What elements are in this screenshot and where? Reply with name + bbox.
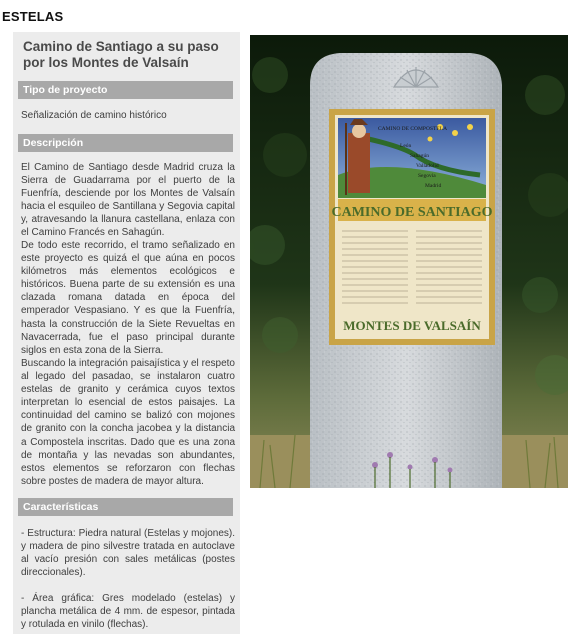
sign-small-text-6: Madrid bbox=[425, 183, 442, 189]
sign-small-text-4: Valladolid bbox=[416, 163, 439, 169]
sign-small-text-2: León bbox=[400, 143, 412, 149]
sign-title: CAMINO DE SANTIAGO bbox=[331, 205, 493, 220]
caracteristicas-item-1: - Estructura: Piedra natural (Estelas y mojones). y madera de pino silvestre tratada en autoclave al vacío presión con sales metálicas (postes direccionales). bbox=[21, 528, 235, 579]
sign-subtitle: MONTES DE VALSAÍN bbox=[343, 318, 481, 333]
section-heading-tipo: Tipo de proyecto bbox=[18, 81, 233, 99]
tipo-text: Señalización de camino histórico bbox=[21, 110, 167, 121]
project-title: Camino de Santiago a su paso por los Montes de Valsaín bbox=[23, 39, 219, 70]
stele-photo bbox=[250, 35, 568, 488]
sign-small-text-3: Sahagún bbox=[410, 153, 429, 159]
page-title: ESTELAS bbox=[2, 9, 64, 24]
section-heading-caracteristicas: Características bbox=[18, 498, 233, 516]
sign-small-text-5: Segovia bbox=[418, 173, 436, 179]
section-heading-descripcion: Descripción bbox=[18, 134, 233, 152]
project-panel bbox=[13, 32, 240, 634]
sign-small-text-1: CAMINO DE COMPOSTELA bbox=[378, 126, 448, 132]
descripcion-paragraph-3: Buscando la integración paisajística y el respeto al legado del pasadao, se instalaron cuatro estelas de granito y cerámica cuyos textos interpretan lo esencial de estos paisajes. La continuidad del camino se balizó con mojones de granito con la concha jacobea y la distancia a Compostela inscritas. Dado que es una zona de montaña y las nevadas son abundantes, estos elementos se reforzaron con flechas sobre postes de madera de mayor altura. bbox=[21, 358, 235, 487]
descripcion-paragraph-2: De todo este recorrido, el tramo señalizado en este proyecto es quizá el que aúna en pocos kilómetros más elementos ecológicos e históricos. Buena parte de su extensión es una clazada romana datada en época del emperador Vespasiano. Y es que la Fuenfría, hasta la construcción de la Siete Revueltas en Navacerrada, fue el paso principal durante siglos en esta zona de la Sierra. bbox=[21, 240, 235, 356]
caracteristicas-item-2: - Área gráfica: Gres modelado (estelas) y plancha metálica de 4 mm. de espesor, pintada y rotulada en vinilo (flechas). bbox=[21, 593, 235, 631]
descripcion-paragraph-1: El Camino de Santiago desde Madrid cruza la Sierra de Guadarrama por el puerto de la Fuenfría, desciende por los Montes de Valsaín hacia el esquileo de Santillana y Segovia capital y, atravesando la llanura castellana, enlaza con el Camino Francés en Sahagún. bbox=[21, 162, 235, 239]
